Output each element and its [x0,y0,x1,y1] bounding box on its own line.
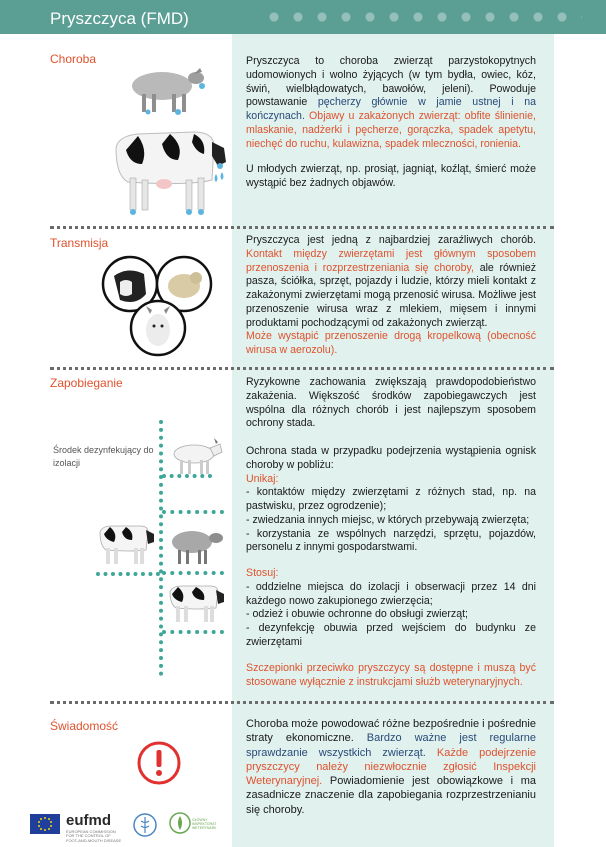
stosuj-label: Stosuj: [246,567,279,580]
disinfection-barrier-horizontal [96,572,160,576]
goat-illustration [166,436,226,476]
gi-wet-logo-text: GŁÓWNY INSPEKTORAT WETERYNARII [192,818,217,831]
swiadomosc-paragraph [246,717,536,817]
choroba-text-a: Pryszczyca to choroba zwierząt parzystokopytnych udomowionych i wolno żyjących (w tym bydła, owiec, kóz, świń, wielbłądowatych, bawołów, jeleni). Powoduje powstawanie [246,55,536,109]
isolated-cow-illustration [96,518,156,568]
stosuj-item-2: - odzież i obuwie ochronne do obsługi zwierząt; [246,608,469,621]
swiadomosc-text-3: Każde podejrzenie pryszczycy należy niezwłocznie zgłosić Inspekcji Weterynaryjnej. [246,746,536,788]
cow-illustration [108,120,230,220]
section-divider [50,226,554,229]
transmisja-text [246,234,536,358]
transmisja-text-2: Kontakt między zwierzętami jest głównym sposobem przenoszenia i rozprzestrzeniania się choroby, [246,247,536,274]
header-dots-pattern [262,11,582,23]
cow-illustration-small [166,578,228,626]
transmission-circles-illustration [100,252,236,362]
eufmd-logo-subtitle: EUROPEAN COMMISSION FOR THE CONTROL OF FOOT-AND-MOUTH DISEASE [66,829,122,843]
transmisja-text-3: ale również pasza, ściółka, sprzęt, pojazdy i ludzie, którzy mieli kontakt z zakażonymi zwierzętami mogą przenosić wirusa. Możliwe jest przenoszenie wirusa wraz z mlekiem, mięsem i innymi produktami pochodzącymi od zakażonych zwierząt. [246,261,537,329]
transmisja-text-1: Pryszczyca jest jedną z najbardziej zaraźliwych chorób. [246,234,536,246]
transmisja-paragraph-2: Może wystąpić przenoszenie drogą kropelkową (obecność wirusa w aerozolu). [246,330,536,357]
sheep-illustration [118,64,210,116]
vaccine-note: Szczepionki przeciwko pryszczycy są dostępne i muszą być stosowane wyłącznie z instrukcjami służb weterynaryjnych. [246,661,536,688]
disinfection-barrier-horizontal [162,630,224,634]
stosuj-item-3: - dezynfekcję obuwia przed wejściem do budynku ze zwierzętami [246,622,536,649]
choroba-paragraph-1 [246,55,536,151]
page-title: Pryszczyca (FMD) [50,9,189,28]
swiadomosc-text-4: Powiadomienie jest obowiązkowe i ma zasadnicze znaczenie dla zapobiegania rozprzestrzenianiu się choroby. [246,775,536,816]
transmisja-paragraph-1 [246,234,536,330]
unikaj-item-2: - zwiedzania innych miejsc, w których przebywają zwierzęta; [246,513,530,526]
disinfection-barrier-vertical [159,420,163,676]
header-bar [0,0,606,34]
section-divider [50,701,554,704]
section-label-zapobieganie: Zapobieganie [50,376,123,390]
section-label-swiadomosc: Świadomość [50,719,119,733]
choroba-text [246,55,536,191]
disinfectant-note: Środek dezynfekujący do izolacji [53,445,154,469]
choroba-symptoms: Objawy u zakażonych zwierząt: obfite ślinienie, mlaskanie, nadżerki i pęcherze, gorączka, spadek apetytu, niechęć do ruchu, kulawizna, spadek mleczności, ronienia. [246,110,536,150]
swiadomosc-text-2: Bardzo ważne jest regularne sprawdzanie wszystkich zwierząt. [246,732,536,759]
eu-flag-logo [30,814,60,834]
swiadomosc-text-1: Choroba może powodować różne bezpośrednie i pośrednie straty ekonomiczne. [246,718,536,745]
section-label-choroba: Choroba [50,52,97,66]
disinfection-barrier-horizontal [162,571,224,575]
disinfection-barrier-horizontal [162,510,224,514]
stosuj-item-1: - oddzielne miejsca do izolacji i obserwacji przez 14 dni każdego nowo zakupionego zwierzęcia; [246,580,536,607]
choroba-text-b: pęcherzy głównie w jamie ustnej i na kończynach. [246,96,536,123]
zapobieganie-text [246,376,536,689]
section-divider [50,367,554,370]
zapobieganie-protection: Ochrona stada w przypadku podejrzenia wystąpienia ognisk choroby w pobliżu: [246,445,536,471]
sheep-illustration-small [166,524,226,566]
zapobieganie-intro: Ryzykowne zachowania zwiększają prawdopodobieństwo zakażenia. Większość środków zapobiegawczych jest wspólna dla różnych chorób i jest najlepszym sposobem ochrony stada. [246,376,536,430]
eufmd-logo: eufmd [66,812,111,829]
unikaj-item-1: - kontaktów między zwierzętami z różnych stad, np. na pastwisku, przez ogrodzenie); [246,486,536,513]
choroba-paragraph-2: U młodych zwierząt, np. prosiąt, jagniąt, koźląt, śmierć może wystąpić bez żadnych objawów. [246,163,536,190]
unikaj-label: Unikaj: [246,472,279,485]
section-label-transmisja: Transmisja [50,236,109,250]
swiadomosc-text [246,717,536,817]
unikaj-item-3: - korzystania ze wspólnych narzędzi, sprzętu, pojazdów, personelu z innymi gospodarstwami. [246,527,536,554]
fao-logo [132,812,158,838]
warning-icon [136,740,182,786]
